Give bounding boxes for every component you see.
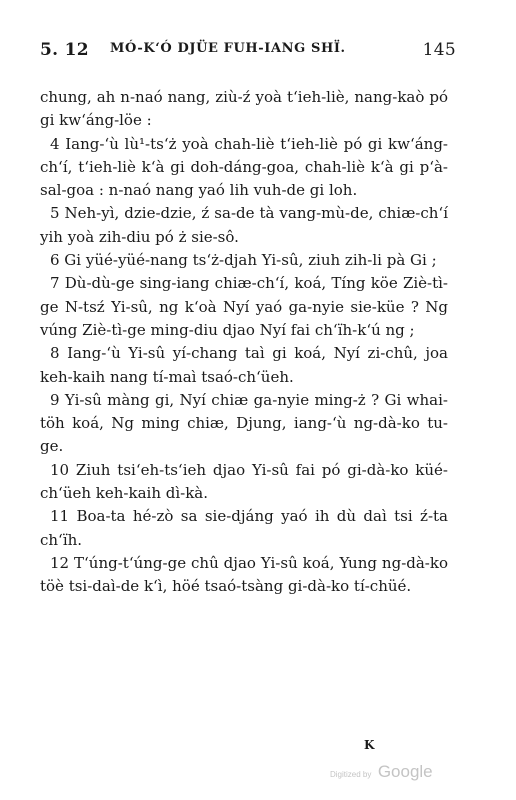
page-number: 145 (422, 40, 456, 60)
verse-10: 10 Ziuh tsi‘eh-ts‘ieh djao Yi-sû fai pó gi-dà-ko küé-ch‘üeh keh-kaih dì-kà. (40, 460, 448, 503)
book-title: MÓ-K‘Ó DJÜE FUH-IANG SHÏ. (110, 41, 346, 56)
verse-8: 8 Iang-‘ù Yi-sû yí-chang taì gi koá, Nyí zi-chû, joa keh-kaih nang tí-maì tsaó-ch‘üeh. (40, 344, 448, 386)
text-paragraph: chung, ah n-naó nang, ziù-ź yoà t‘ieh-liè, nang-kaò pó gi kw‘áng-löe : (40, 88, 448, 130)
verse-6: 6 Gi yüé-yüé-nang ts‘ż-djah Yi-sû, ziuh zih-li pà Gi ; (50, 251, 437, 270)
verse-7: 7 Dù-dù-ge sing-iang chiæ-ch‘í, koá, Tíng köe Ziè-tì-ge N-tsź Yi-sû, ng k‘oà Nyí yaó ga-nyie sie-küe ? Ng vúng Ziè-tì-ge ming-diu djao Nyí fai ch‘ïh-k‘ú ng ; (40, 274, 448, 339)
verse-5: 5 Neh-yì, dzie-dzie, ź sa-de tà vang-mù-de, chiæ-ch‘í yih yoà zih-diu pó ż sie-sô. (40, 204, 448, 246)
verse-9: 9 Yi-sû màng gi, Nyí chiæ ga-nyie ming-ż ? Gi whai-töh koá, Ng ming chiæ, Djung, iang-‘ù ng-dà-ko tu-ge. (40, 390, 448, 456)
scripture-text (40, 86, 448, 599)
verse-11: 11 Boa-ta hé-zò sa sie-djáng yaó ih dù daì tsi ź-ta ch‘ïh. (40, 507, 448, 549)
watermark-prefix: Digitized by (330, 770, 372, 779)
verse-4: 4 Iang-‘ù lù¹-ts‘ż yoà chah-liè t‘ieh-liè pó gi kw‘áng-ch‘í, t‘ieh-liè k‘à gi doh-dáng-goa, chah-liè k‘à gi p‘à-sal-goa : n-naó nang yaó lih vuh-de gi loh. (40, 134, 448, 200)
verse-12: 12 T‘úng-t‘úng-ge chû djao Yi-sû koá, Yung ng-dà-ko töè tsi-daì-de k‘ì, höé tsaó-tsàng gi-dà-ko tí-chüé. (40, 553, 448, 596)
signature-mark: K (364, 738, 375, 752)
digitization-watermark (330, 762, 433, 782)
chapter-verse-reference: 5. 12 (40, 40, 89, 60)
google-logo: Google (377, 762, 433, 781)
running-header (40, 40, 456, 66)
